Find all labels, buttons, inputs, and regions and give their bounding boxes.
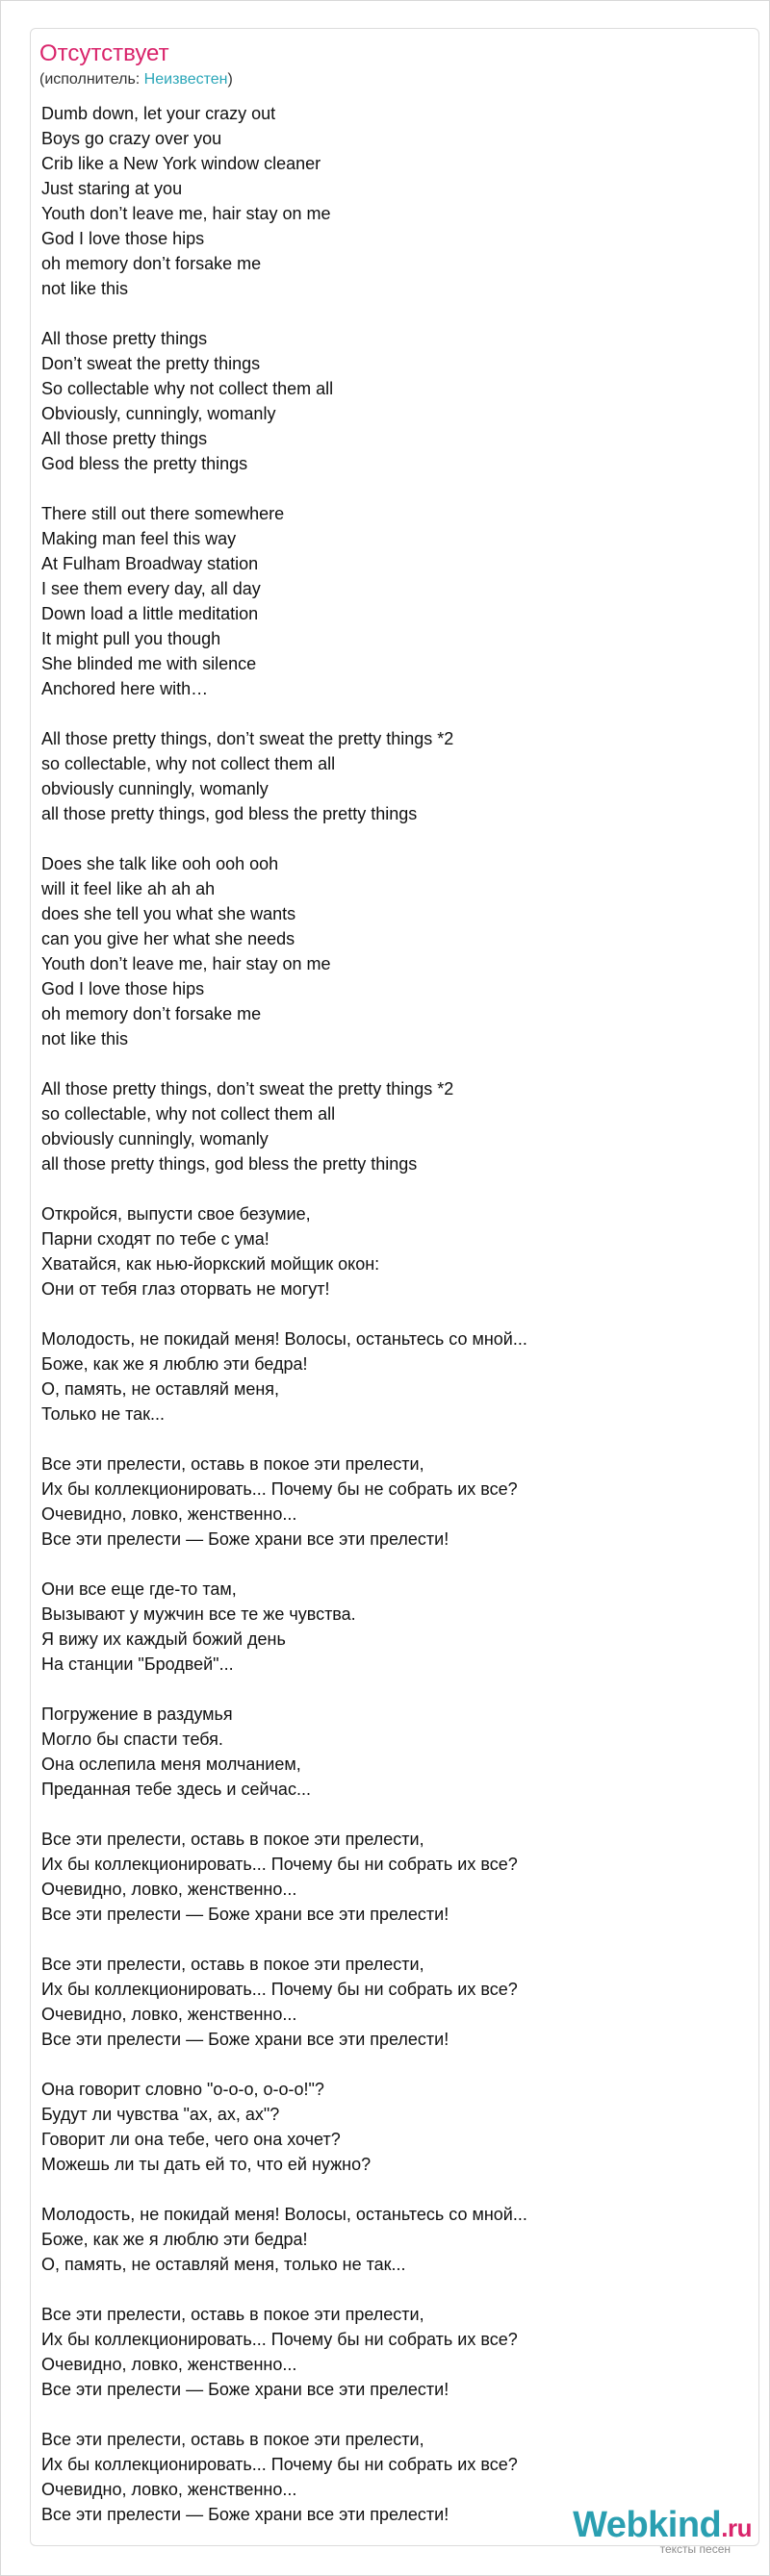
lyrics-line: Хватайся, как нью-йоркский мойщик окон:: [41, 1254, 380, 1274]
artist-prefix: (исполнитель:: [39, 71, 144, 88]
artist-link[interactable]: Неизвестен: [143, 71, 228, 88]
lyrics-line: Все эти прелести — Боже храни все эти прелести!: [41, 1529, 449, 1549]
lyrics-line: All those pretty things, don’t sweat the pretty things *2: [41, 729, 454, 748]
lyrics-stanza: [41, 726, 734, 826]
lyrics-line: I see them every day, all day: [41, 579, 261, 598]
lyrics-line: О, память, не оставляй меня, только не так...: [41, 2255, 406, 2274]
lyrics-line: О, память, не оставляй меня,: [41, 1379, 280, 1399]
lyrics-line: Just staring at you: [41, 179, 183, 198]
lyrics-line: Все эти прелести, оставь в покое эти прелести,: [41, 1454, 424, 1474]
lyrics-stanza: [41, 1577, 734, 1677]
lyrics-line: Boys go crazy over you: [41, 129, 222, 148]
lyrics-line: Crib like a New York window cleaner: [41, 154, 321, 173]
lyrics-stanza: [41, 1076, 734, 1176]
lyrics-line: Очевидно, ловко, женственно...: [41, 1504, 297, 1524]
lyrics-line: It might pull you though: [41, 629, 221, 648]
lyrics-line: There still out there somewhere: [41, 504, 285, 523]
lyrics-stanza: [41, 501, 734, 701]
lyrics-line: does she tell you what she wants: [41, 904, 296, 923]
lyrics-stanza: [41, 1201, 734, 1301]
lyrics-line: Она говорит словно "о-о-о, о-о-о!"?: [41, 2080, 324, 2099]
webkind-logo[interactable]: [559, 2504, 752, 2562]
lyrics-line: not like this: [41, 279, 129, 298]
lyrics-line: Все эти прелести — Боже храни все эти прелести!: [41, 2030, 449, 2049]
lyrics-line: God I love those hips: [41, 229, 205, 248]
lyrics-line: Making man feel this way: [41, 529, 237, 548]
lyrics-stanza: [41, 2202, 734, 2277]
lyrics-line: God bless the pretty things: [41, 454, 248, 473]
logo-brand: Webkind: [573, 2505, 722, 2545]
lyrics-line: Говорит ли она тебе, чего она хочет?: [41, 2130, 341, 2149]
lyrics-line: At Fulham Broadway station: [41, 554, 259, 573]
lyrics-stanza: [41, 1827, 734, 1927]
lyrics-line: Откройся, выпусти свое безумие,: [41, 1204, 311, 1224]
lyrics-line: Погружение в раздумья: [41, 1705, 233, 1724]
lyrics-line: Их бы коллекционировать... Почему бы ни собрать их все?: [41, 1855, 518, 1874]
lyrics-stanza: [41, 1326, 734, 1427]
lyrics-line: so collectable, why not collect them all: [41, 1104, 336, 1124]
lyrics-line: Все эти прелести — Боже храни все эти прелести!: [41, 2380, 449, 2399]
song-title: Отсутствует: [39, 40, 169, 66]
lyrics-line: Очевидно, ловко, женственно...: [41, 1880, 297, 1899]
lyrics-line: obviously cunningly, womanly: [41, 1129, 269, 1149]
lyrics-line: Youth don’t leave me, hair stay on me: [41, 954, 331, 973]
lyrics-line: Dumb down, let your crazy out: [41, 104, 276, 123]
lyrics-line: Молодость, не покидай меня! Волосы, останьтесь со мной...: [41, 1329, 527, 1349]
lyrics-line: oh memory don’t forsake me: [41, 254, 262, 273]
lyrics-line: can you give her what she needs: [41, 929, 295, 948]
lyrics-stanza: [41, 101, 734, 301]
lyrics-line: Можешь ли ты дать ей то, что ей нужно?: [41, 2155, 372, 2174]
lyrics-line: obviously cunningly, womanly: [41, 779, 269, 798]
lyrics-stanza: [41, 1952, 734, 2052]
lyrics-line: Их бы коллекционировать... Почему бы не собрать их все?: [41, 1479, 518, 1499]
lyrics-line: All those pretty things, don’t sweat the pretty things *2: [41, 1079, 454, 1099]
lyrics-line: all those pretty things, god bless the pretty things: [41, 804, 418, 823]
lyrics-stanza: [41, 1702, 734, 1802]
lyrics-line: Их бы коллекционировать... Почему бы ни собрать их все?: [41, 2455, 518, 2474]
lyrics-stanza: [41, 851, 734, 1051]
lyrics-line: Их бы коллекционировать... Почему бы ни собрать их все?: [41, 1980, 518, 1999]
lyrics-line: Obviously, cunningly, womanly: [41, 404, 276, 423]
lyrics-line: Down load a little meditation: [41, 604, 259, 623]
lyrics-line: Могло бы спасти тебя.: [41, 1730, 223, 1749]
lyrics-line: Все эти прелести — Боже храни все эти прелести!: [41, 2505, 449, 2524]
artist-line: [39, 70, 233, 89]
lyrics-line: Боже, как же я люблю эти бедра!: [41, 1354, 308, 1374]
lyrics-line: Она ослепила меня молчанием,: [41, 1755, 301, 1774]
lyrics-line: not like this: [41, 1029, 129, 1048]
lyrics-line: Парни сходят по тебе с ума!: [41, 1229, 270, 1249]
lyrics-line: Их бы коллекционировать... Почему бы ни собрать их все?: [41, 2330, 518, 2349]
lyrics-line: will it feel like ah ah ah: [41, 879, 216, 898]
lyrics-line: Я вижу их каждый божий день: [41, 1629, 286, 1649]
logo-tld: .ru: [721, 2513, 752, 2542]
lyrics-line: Все эти прелести, оставь в покое эти прелести,: [41, 1955, 424, 1974]
lyrics-line: Все эти прелести, оставь в покое эти прелести,: [41, 2305, 424, 2324]
lyrics-stanza: [41, 326, 734, 476]
lyrics-line: Вызывают у мужчин все те же чувства.: [41, 1604, 356, 1624]
lyrics-line: All those pretty things: [41, 429, 208, 448]
lyrics-line: All those pretty things: [41, 329, 208, 348]
lyrics-line: Они от тебя глаз оторвать не могут!: [41, 1279, 330, 1299]
lyrics-line: oh memory don’t forsake me: [41, 1004, 262, 1023]
lyrics-line: So collectable why not collect them all: [41, 379, 334, 398]
lyrics-line: Преданная тебе здесь и сейчас...: [41, 1780, 311, 1799]
artist-suffix: ): [227, 71, 233, 88]
lyrics-stanza: [41, 2077, 734, 2177]
lyrics-line: Все эти прелести, оставь в покое эти прелести,: [41, 1830, 424, 1849]
lyrics-line: Молодость, не покидай меня! Волосы, останьтесь со мной...: [41, 2205, 527, 2224]
lyrics-line: Они все еще где-то там,: [41, 1579, 237, 1599]
lyrics-body: [41, 101, 734, 2552]
lyrics-line: God I love those hips: [41, 979, 205, 998]
lyrics-line: Youth don’t leave me, hair stay on me: [41, 204, 331, 223]
lyrics-line: Будут ли чувства "ах, ах, ах"?: [41, 2105, 280, 2124]
lyrics-line: Все эти прелести — Боже храни все эти прелести!: [41, 1905, 449, 1924]
lyrics-line: Don’t sweat the pretty things: [41, 354, 261, 373]
lyrics-stanza: [41, 2302, 734, 2402]
lyrics-line: Очевидно, ловко, женственно...: [41, 2355, 297, 2374]
lyrics-line: Только не так...: [41, 1404, 166, 1424]
lyrics-line: Очевидно, ловко, женственно...: [41, 2005, 297, 2024]
lyrics-line: all those pretty things, god bless the pretty things: [41, 1154, 418, 1174]
lyrics-line: She blinded me with silence: [41, 654, 257, 673]
lyrics-line: Anchored here with…: [41, 679, 209, 698]
lyrics-line: Боже, как же я люблю эти бедра!: [41, 2230, 308, 2249]
logo-tagline: тексты песен: [659, 2542, 731, 2556]
lyrics-line: Очевидно, ловко, женственно...: [41, 2480, 297, 2499]
lyrics-line: so collectable, why not collect them all: [41, 754, 336, 773]
lyrics-stanza: [41, 1452, 734, 1552]
lyrics-line: Does she talk like ooh ooh ooh: [41, 854, 279, 873]
lyrics-line: На станции "Бродвей"...: [41, 1654, 234, 1674]
lyrics-line: Все эти прелести, оставь в покое эти прелести,: [41, 2430, 424, 2449]
